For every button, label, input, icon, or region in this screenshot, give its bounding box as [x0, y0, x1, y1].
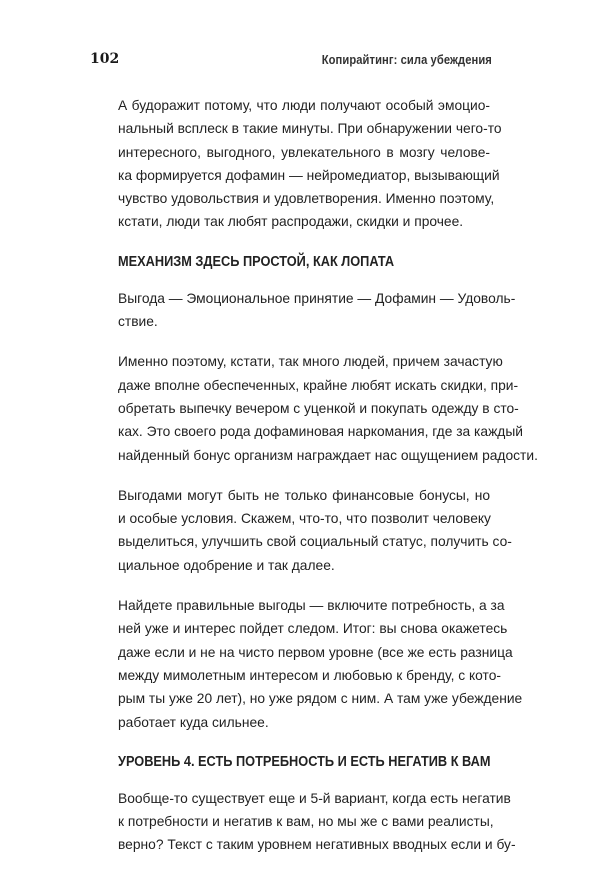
paragraph-3: [118, 350, 538, 466]
text-line: и особые условия. Скажем, что-то, что позволит человеку: [118, 511, 491, 527]
text-line: Выгода — Эмоциональное принятие — Дофамин — Удоволь-: [118, 290, 516, 306]
text-line: Выгодами могут быть не только финансовые бонусы, но: [118, 487, 490, 503]
text-line: ках. Это своего рода дофаминовая наркомания, где за каждый: [118, 424, 523, 440]
text-line: даже вполне обеспеченных, крайне любят искать скидки, при-: [118, 377, 519, 393]
page-body: [118, 94, 538, 874]
text-line: ствие.: [118, 314, 158, 330]
text-line: Именно поэтому, кстати, так много людей, причем зачастую: [118, 354, 503, 370]
text-line: между мимолетным интересом и любовью к бренду, с кото-: [118, 667, 501, 683]
paragraph-6: [118, 787, 516, 857]
page-number: 102: [90, 51, 120, 67]
text-line: верно? Текст с таким уровнем негативных вводных если и бу-: [118, 837, 516, 853]
text-line: нальный всплеск в такие минуты. При обнаружении чего-то: [118, 121, 502, 137]
text-line: выделиться, улучшить свой социальный статус, получить со-: [118, 534, 512, 550]
section-heading-level-4: УРОВЕНЬ 4. ЕСТЬ ПОТРЕБНОСТЬ И ЕСТЬ НЕГАТИВ К ВАМ: [118, 753, 491, 770]
text-line: чувство удовольствия и удовлетворения. Именно поэтому,: [118, 191, 495, 207]
text-line: к потребности и негатив к вам, но мы же с вами реалисты,: [118, 814, 494, 830]
text-line: найденный бонус организм награждает нас ощущением радости.: [118, 447, 538, 463]
book-title: Копирайтинг: сила убеждения: [321, 52, 492, 67]
text-line: рым ты уже 20 лет), но уже рядом с ним. А там уже убеждение: [118, 691, 523, 707]
text-line: даже если и не на чисто первом уровне (все же есть разница: [118, 644, 513, 660]
text-line: работает куда сильнее.: [118, 714, 269, 730]
text-line: кстати, люди так любят распродажи, скидки и прочее.: [118, 214, 464, 230]
text-line: ка формируется дофамин — нейромедиатор, вызывающий: [118, 167, 500, 183]
text-line: А будоражит потому, что люди получают особый эмоцио-: [118, 98, 490, 113]
text-line: интересного, выгодного, увлекательного в мозгу челове-: [118, 144, 490, 160]
paragraph-5: [118, 594, 523, 734]
paragraph-2: [118, 287, 516, 334]
running-head: [90, 51, 492, 71]
text-line: Вообще-то существует еще и 5-й вариант, когда есть негатив: [118, 790, 511, 806]
text-line: ней уже и интерес пойдет следом. Итог: вы снова окажетесь: [118, 621, 508, 637]
text-line: обретать выпечку вечером с уценкой и покупать одежду в сто-: [118, 400, 519, 416]
text-line: Найдете правильные выгоды — включите потребность, а за: [118, 598, 505, 614]
section-heading-mechanism: МЕХАНИЗМ ЗДЕСЬ ПРОСТОЙ, КАК ЛОПАТА: [118, 253, 395, 270]
paragraph-1: [118, 94, 502, 234]
text-line: циальное одобрение и так далее.: [118, 557, 335, 573]
paragraph-4: [118, 484, 512, 577]
